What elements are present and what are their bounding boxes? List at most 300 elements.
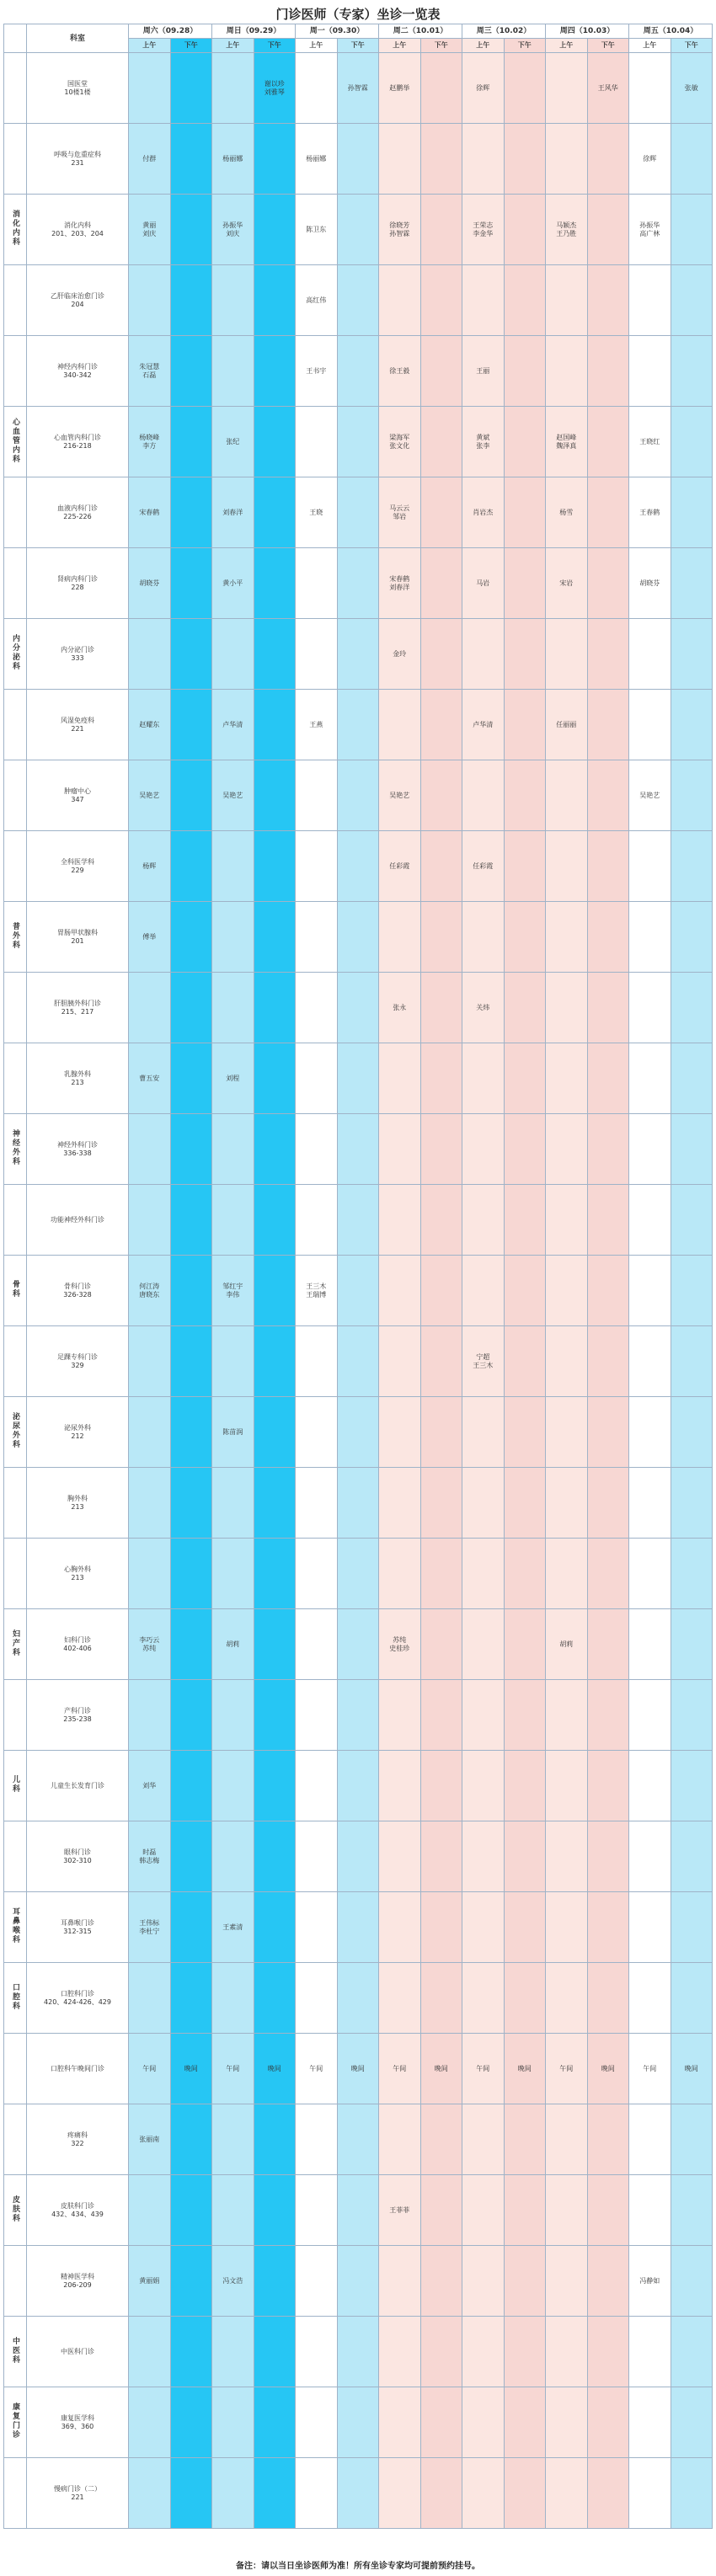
doctor-cell	[629, 265, 671, 336]
table-row	[4, 1680, 713, 1751]
doctor-cell	[546, 1043, 588, 1114]
doctor-cell	[504, 1751, 546, 1821]
doctor-cell	[462, 124, 505, 195]
doctor-cell	[337, 1963, 379, 2034]
doctor-cell	[587, 1114, 629, 1185]
category-label: 内分泌科	[11, 634, 19, 671]
page-title: 门诊医师（专家）坐诊一览表	[275, 7, 441, 22]
doctor-cell: 胡莉	[212, 1609, 254, 1680]
doctor-cell	[546, 2458, 588, 2529]
category-cell	[4, 1751, 27, 1821]
doctor-cell: 关炜	[462, 973, 505, 1043]
doctor-cell	[337, 1043, 379, 1114]
doctor-cell	[337, 2175, 379, 2246]
doctor-cell	[587, 336, 629, 407]
pm-label: 下午	[671, 39, 713, 53]
doctor-cell	[379, 1043, 421, 1114]
doctor-cell	[129, 265, 171, 336]
doctor-cell	[504, 407, 546, 477]
doctor-cell: 吴艳艺	[379, 760, 421, 831]
day-header: 周一（09.30）	[296, 24, 379, 39]
doctor-cell	[170, 690, 212, 760]
doctor-cell	[296, 1114, 338, 1185]
doctor-cell	[170, 548, 212, 619]
dept-cell: 肾病内科门诊 228	[27, 548, 129, 619]
doctor-cell	[170, 1114, 212, 1185]
doctor-cell	[629, 1751, 671, 1821]
doctor-cell	[504, 53, 546, 124]
doctor-cell	[671, 760, 713, 831]
doctor-cell: 宋岩	[546, 548, 588, 619]
doctor-cell	[504, 2317, 546, 2387]
doctor-cell	[337, 124, 379, 195]
doctor-cell: 马颖杰 王乃胜	[546, 195, 588, 265]
dept-cell: 妇科门诊 402-406	[27, 1609, 129, 1680]
day-header: 周日（09.29）	[212, 24, 296, 39]
doctor-cell	[462, 2104, 505, 2175]
doctor-cell	[129, 1114, 171, 1185]
doctor-cell	[337, 902, 379, 973]
doctor-cell	[629, 1043, 671, 1114]
doctor-cell: 肖岩杰	[462, 477, 505, 548]
day-header: 周四（10.03）	[546, 24, 629, 39]
doctor-cell	[504, 1256, 546, 1326]
day-header: 周六（09.28）	[129, 24, 212, 39]
doctor-cell	[170, 902, 212, 973]
doctor-cell	[254, 619, 296, 690]
category-cell	[4, 1680, 27, 1751]
doctor-cell	[420, 690, 462, 760]
table-row	[4, 265, 713, 336]
doctor-cell: 王书宇	[296, 336, 338, 407]
doctor-cell	[546, 1751, 588, 1821]
doctor-cell	[546, 831, 588, 902]
category-cell	[4, 1539, 27, 1609]
doctor-cell	[379, 2104, 421, 2175]
doctor-cell	[629, 1892, 671, 1963]
doctor-cell	[671, 1185, 713, 1256]
doctor-cell	[462, 1256, 505, 1326]
doctor-cell	[462, 1468, 505, 1539]
am-label: 上午	[296, 39, 338, 53]
dept-cell: 心血管内科门诊 216-218	[27, 407, 129, 477]
dept-cell: 精神医学科 206-209	[27, 2246, 129, 2317]
doctor-cell	[587, 1609, 629, 1680]
doctor-cell: 王晓	[296, 477, 338, 548]
table-row	[4, 1326, 713, 1397]
category-label: 中医科	[11, 2336, 19, 2365]
doctor-cell	[587, 1326, 629, 1397]
doctor-cell	[337, 760, 379, 831]
doctor-cell	[587, 1821, 629, 1892]
doctor-cell: 傅举	[129, 902, 171, 973]
table-row	[4, 1185, 713, 1256]
doctor-cell	[129, 1963, 171, 2034]
am-label: 上午	[629, 39, 671, 53]
doctor-cell	[546, 902, 588, 973]
doctor-cell	[379, 1185, 421, 1256]
doctor-cell	[296, 1821, 338, 1892]
table-row	[4, 831, 713, 902]
doctor-cell	[504, 1397, 546, 1468]
doctor-cell	[587, 1256, 629, 1326]
doctor-cell	[254, 831, 296, 902]
doctor-cell: 王晓红	[629, 407, 671, 477]
category-cell	[4, 2104, 27, 2175]
dept-cell: 呼吸与危重症科 231	[27, 124, 129, 195]
doctor-cell: 王春鹤	[629, 477, 671, 548]
pm-label: 下午	[337, 39, 379, 53]
doctor-cell	[296, 1609, 338, 1680]
doctor-cell: 王燕	[296, 690, 338, 760]
doctor-cell	[254, 407, 296, 477]
doctor-cell	[337, 195, 379, 265]
doctor-cell	[337, 1256, 379, 1326]
doctor-cell	[587, 2175, 629, 2246]
doctor-cell	[462, 902, 505, 973]
doctor-cell	[212, 1751, 254, 1821]
doctor-cell	[587, 1963, 629, 2034]
doctor-cell	[337, 1185, 379, 1256]
table-row	[4, 2317, 713, 2387]
doctor-cell	[212, 619, 254, 690]
doctor-cell	[254, 1539, 296, 1609]
doctor-cell	[212, 2317, 254, 2387]
doctor-cell	[587, 1751, 629, 1821]
doctor-cell	[337, 1468, 379, 1539]
table-row	[4, 124, 713, 195]
doctor-cell	[546, 1821, 588, 1892]
doctor-cell	[420, 619, 462, 690]
table-row	[4, 1397, 713, 1468]
doctor-cell	[504, 902, 546, 973]
doctor-cell: 晚间	[170, 2034, 212, 2104]
dept-cell: 骨科门诊 326-328	[27, 1256, 129, 1326]
doctor-cell	[462, 1609, 505, 1680]
doctor-cell: 孙振华 刘庆	[212, 195, 254, 265]
doctor-cell: 马岩	[462, 548, 505, 619]
dept-cell: 血液内科门诊 225-226	[27, 477, 129, 548]
doctor-cell	[587, 2104, 629, 2175]
doctor-cell	[129, 973, 171, 1043]
doctor-cell	[337, 1114, 379, 1185]
doctor-cell	[337, 336, 379, 407]
doctor-cell: 赵耀东	[129, 690, 171, 760]
category-label: 妇产科	[11, 1629, 19, 1657]
category-label: 皮肤科	[11, 2195, 19, 2223]
doctor-cell	[671, 407, 713, 477]
doctor-cell	[504, 1963, 546, 2034]
doctor-cell	[254, 1114, 296, 1185]
doctor-cell: 卢华清	[212, 690, 254, 760]
category-cell	[4, 690, 27, 760]
doctor-cell	[170, 2317, 212, 2387]
doctor-cell	[170, 1185, 212, 1256]
doctor-cell	[462, 1043, 505, 1114]
doctor-cell	[170, 1892, 212, 1963]
doctor-cell	[420, 1256, 462, 1326]
doctor-cell	[462, 760, 505, 831]
category-cell	[4, 336, 27, 407]
table-row	[4, 1892, 713, 1963]
category-cell	[4, 1114, 27, 1185]
category-header	[4, 24, 27, 53]
doctor-cell: 高红伟	[296, 265, 338, 336]
doctor-cell	[254, 1397, 296, 1468]
doctor-cell: 王素清	[212, 1892, 254, 1963]
doctor-cell	[671, 2317, 713, 2387]
doctor-cell	[129, 1397, 171, 1468]
doctor-cell	[546, 265, 588, 336]
doctor-cell: 马云云 邹岩	[379, 477, 421, 548]
doctor-cell: 吴艳艺	[629, 760, 671, 831]
doctor-cell	[170, 2175, 212, 2246]
category-label: 儿科	[11, 1775, 19, 1794]
pm-label: 下午	[587, 39, 629, 53]
table-row	[4, 760, 713, 831]
doctor-cell	[212, 1185, 254, 1256]
doctor-cell	[546, 1539, 588, 1609]
dept-cell: 皮肤科门诊 432、434、439	[27, 2175, 129, 2246]
doctor-cell: 陈苗润	[212, 1397, 254, 1468]
category-cell	[4, 2317, 27, 2387]
category-label: 泌尿外科	[11, 1412, 19, 1449]
doctor-cell: 苏纯 史桂珍	[379, 1609, 421, 1680]
doctor-cell	[629, 831, 671, 902]
doctor-cell	[504, 831, 546, 902]
doctor-cell	[212, 336, 254, 407]
doctor-cell	[587, 1892, 629, 1963]
doctor-cell	[296, 831, 338, 902]
doctor-cell	[671, 124, 713, 195]
doctor-cell	[254, 2104, 296, 2175]
doctor-cell	[546, 1326, 588, 1397]
doctor-cell	[462, 265, 505, 336]
doctor-cell: 何江涛 唐晓东	[129, 1256, 171, 1326]
doctor-cell	[420, 1326, 462, 1397]
doctor-cell	[170, 1609, 212, 1680]
category-label: 康复门诊	[11, 2403, 19, 2440]
doctor-cell	[587, 407, 629, 477]
doctor-cell	[671, 1468, 713, 1539]
doctor-cell	[254, 1609, 296, 1680]
am-label: 上午	[546, 39, 588, 53]
doctor-cell	[170, 1963, 212, 2034]
doctor-cell: 王菲菲	[379, 2175, 421, 2246]
doctor-cell	[671, 1609, 713, 1680]
doctor-cell	[504, 1821, 546, 1892]
category-cell	[4, 1963, 27, 2034]
doctor-cell	[337, 2387, 379, 2458]
doctor-cell	[296, 2458, 338, 2529]
doctor-cell	[254, 1256, 296, 1326]
doctor-cell	[296, 760, 338, 831]
doctor-cell	[420, 265, 462, 336]
doctor-cell	[671, 1043, 713, 1114]
doctor-cell	[546, 2175, 588, 2246]
doctor-cell: 晚间	[504, 2034, 546, 2104]
doctor-cell	[254, 265, 296, 336]
doctor-cell	[671, 1539, 713, 1609]
doctor-cell	[504, 1114, 546, 1185]
doctor-cell	[254, 690, 296, 760]
table-row	[4, 1821, 713, 1892]
doctor-cell: 梁海军 张文化	[379, 407, 421, 477]
doctor-cell	[254, 1680, 296, 1751]
doctor-cell	[296, 2246, 338, 2317]
doctor-cell	[170, 124, 212, 195]
doctor-cell	[254, 1963, 296, 2034]
dept-cell: 疼痛科 322	[27, 2104, 129, 2175]
doctor-cell	[671, 265, 713, 336]
doctor-cell	[337, 2104, 379, 2175]
doctor-cell	[170, 1397, 212, 1468]
doctor-cell	[254, 1892, 296, 1963]
doctor-cell	[587, 2387, 629, 2458]
doctor-cell	[379, 1397, 421, 1468]
doctor-cell: 晚间	[420, 2034, 462, 2104]
doctor-cell	[420, 1043, 462, 1114]
doctor-cell: 王伟标 李杜宁	[129, 1892, 171, 1963]
table-row	[4, 336, 713, 407]
day-header: 周五（10.04）	[629, 24, 713, 39]
doctor-cell	[170, 831, 212, 902]
doctor-cell	[254, 336, 296, 407]
doctor-cell	[212, 973, 254, 1043]
doctor-cell: 杨雪	[546, 477, 588, 548]
doctor-cell	[420, 2317, 462, 2387]
doctor-cell	[587, 548, 629, 619]
doctor-cell	[129, 1539, 171, 1609]
doctor-cell	[296, 2387, 338, 2458]
dept-cell: 神经外科门诊 336-338	[27, 1114, 129, 1185]
dept-cell: 儿童生长发育门诊	[27, 1751, 129, 1821]
doctor-cell	[379, 690, 421, 760]
category-cell	[4, 1892, 27, 1963]
doctor-cell	[546, 1256, 588, 1326]
doctor-cell	[212, 2387, 254, 2458]
doctor-cell	[629, 1963, 671, 2034]
category-cell	[4, 1821, 27, 1892]
doctor-cell	[379, 1892, 421, 1963]
doctor-cell: 付群	[129, 124, 171, 195]
doctor-cell	[337, 1326, 379, 1397]
doctor-cell	[587, 2458, 629, 2529]
doctor-cell: 孙振华 高广林	[629, 195, 671, 265]
doctor-cell	[629, 1468, 671, 1539]
doctor-cell	[420, 2246, 462, 2317]
doctor-cell: 午间	[546, 2034, 588, 2104]
doctor-cell: 胡晓芬	[129, 548, 171, 619]
doctor-cell	[337, 1892, 379, 1963]
doctor-cell	[254, 1326, 296, 1397]
doctor-cell	[254, 2317, 296, 2387]
doctor-cell	[212, 831, 254, 902]
doctor-cell	[420, 2387, 462, 2458]
doctor-cell	[129, 2387, 171, 2458]
doctor-cell	[379, 1326, 421, 1397]
doctor-cell	[296, 2175, 338, 2246]
doctor-cell	[170, 1539, 212, 1609]
doctor-cell	[254, 1043, 296, 1114]
doctor-cell	[212, 1539, 254, 1609]
doctor-cell	[420, 760, 462, 831]
doctor-cell	[129, 1185, 171, 1256]
pm-label: 下午	[504, 39, 546, 53]
doctor-cell	[629, 1397, 671, 1468]
doctor-cell	[546, 1114, 588, 1185]
doctor-cell	[587, 1468, 629, 1539]
doctor-cell	[170, 1326, 212, 1397]
doctor-cell	[587, 195, 629, 265]
doctor-cell	[296, 1963, 338, 2034]
doctor-cell: 张丽南	[129, 2104, 171, 2175]
doctor-cell	[170, 195, 212, 265]
doctor-cell	[337, 548, 379, 619]
doctor-cell	[296, 1468, 338, 1539]
doctor-cell	[504, 760, 546, 831]
table-row	[4, 2387, 713, 2458]
doctor-cell	[462, 1185, 505, 1256]
doctor-cell	[212, 1963, 254, 2034]
doctor-cell	[420, 1751, 462, 1821]
schedule-table	[3, 24, 713, 2529]
doctor-cell	[296, 1751, 338, 1821]
doctor-cell	[212, 1468, 254, 1539]
doctor-cell	[379, 1468, 421, 1539]
doctor-cell	[379, 265, 421, 336]
doctor-cell	[170, 53, 212, 124]
table-row	[4, 407, 713, 477]
doctor-cell: 赵国峰 魏泽真	[546, 407, 588, 477]
doctor-cell: 午间	[462, 2034, 505, 2104]
doctor-cell	[629, 1114, 671, 1185]
doctor-cell	[212, 265, 254, 336]
category-cell	[4, 1185, 27, 1256]
category-cell	[4, 619, 27, 690]
doctor-cell: 张纪	[212, 407, 254, 477]
doctor-cell	[629, 1821, 671, 1892]
doctor-cell	[462, 2387, 505, 2458]
doctor-cell	[546, 1397, 588, 1468]
doctor-cell	[504, 1185, 546, 1256]
doctor-cell	[379, 1821, 421, 1892]
doctor-cell	[170, 2104, 212, 2175]
doctor-cell	[296, 1326, 338, 1397]
doctor-cell	[504, 1468, 546, 1539]
doctor-cell	[504, 1680, 546, 1751]
category-cell	[4, 1326, 27, 1397]
doctor-cell	[671, 2175, 713, 2246]
doctor-cell	[212, 2104, 254, 2175]
doctor-cell: 晚间	[337, 2034, 379, 2104]
doctor-cell	[587, 973, 629, 1043]
doctor-cell	[546, 760, 588, 831]
doctor-cell	[420, 124, 462, 195]
doctor-cell	[420, 2104, 462, 2175]
doctor-cell	[212, 2175, 254, 2246]
doctor-cell	[546, 619, 588, 690]
doctor-cell	[504, 1539, 546, 1609]
doctor-cell: 徐辉	[462, 53, 505, 124]
category-cell	[4, 548, 27, 619]
doctor-cell	[170, 1043, 212, 1114]
doctor-cell	[254, 477, 296, 548]
doctor-cell	[420, 1397, 462, 1468]
doctor-cell	[170, 407, 212, 477]
table-row	[4, 2104, 713, 2175]
doctor-cell: 王荣志 李金华	[462, 195, 505, 265]
